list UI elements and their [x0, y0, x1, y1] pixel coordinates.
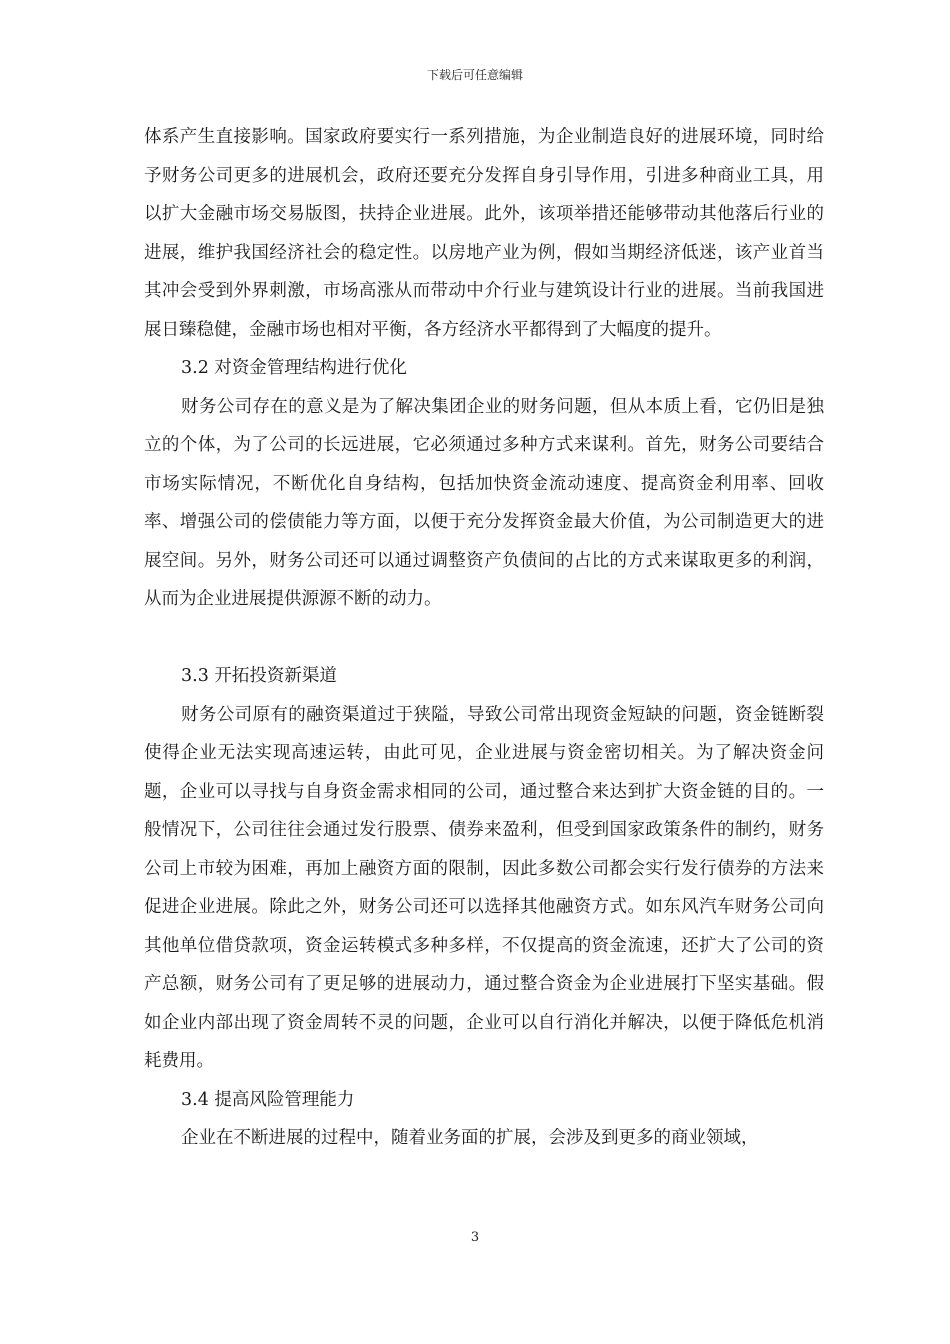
page-number: 3: [470, 1230, 480, 1245]
paragraph-capital-structure: 财务公司存在的意义是为了解决集团企业的财务问题，但从本质上看，它仍旧是独立的个体，为了公司的长远进展，它必须通过多种方式来谋利。首先，财务公司要结合市场实际情况，不断优化自身结构，包括加快资金流动速度、提高资金利用率、回收率、增强公司的偿债能力等方面，以便于充分发挥资金最大价值，为公司制造更大的进展空间。另外，财务公司还可以通过调整资产负债间的占比的方式来谋取更多的利润，从而为企业进展提供源源不断的动力。: [144, 396, 824, 609]
document-body: [144, 118, 824, 1158]
page-header: 下载后可任意编辑: [426, 68, 523, 82]
section-heading-3-4: 3.4 提高风险管理能力: [181, 1089, 355, 1110]
section-heading-3-3: 3.3 开拓投资新渠道: [181, 666, 337, 686]
section-heading-3-2: 3.2 对资金管理结构进行优化: [181, 358, 407, 378]
paragraph-risk-management: 企业在不断进展的过程中，随着业务面的扩展，会涉及到更多的商业领域，: [181, 1128, 759, 1148]
blank-line: [144, 619, 824, 658]
paragraph-investment-channels: 财务公司原有的融资渠道过于狭隘，导致公司常出现资金短缺的问题，资金链断裂使得企业无法实现高速运转，由此可见，企业进展与资金密切相关。为了解决资金问题，企业可以寻找与自身资金需求相同的公司，通过整合来达到扩大资金链的目的。一般情况下，公司往往会通过发行股票、债券来盈利，但受到国家政策条件的制约，财务公司上市较为困难，再加上融资方面的限制，因此多数公司都会实行发行债券的方法来促进企业进展。除此之外，财务公司还可以选择其他融资方式。如东风汽车财务公司向其他单位借贷款项，资金运转模式多种多样，不仅提高的资金流速，还扩大了公司的资产总额，财务公司有了更足够的进展动力，通过整合资金为企业进展打下坚实基础。假如企业内部出现了资金周转不灵的问题，企业可以自行消化并解决，以便于降低危机消耗费用。: [144, 704, 824, 1071]
paragraph-continuation: 体系产生直接影响。国家政府要实行一系列措施，为企业制造良好的进展环境，同时给予财务公司更多的进展机会，政府还要充分发挥自身引导作用，引进多种商业工具，用以扩大金融市场交易版图，扶持企业进展。此外，该项举措还能够带动其他落后行业的进展，维护我国经济社会的稳定性。以房地产业为例，假如当期经济低迷，该产业首当其冲会受到外界刺激，市场高涨从而带动中介行业与建筑设计行业的进展。当前我国进展日臻稳健，金融市场也相对平衡，各方经济水平都得到了大幅度的提升。: [144, 127, 824, 340]
